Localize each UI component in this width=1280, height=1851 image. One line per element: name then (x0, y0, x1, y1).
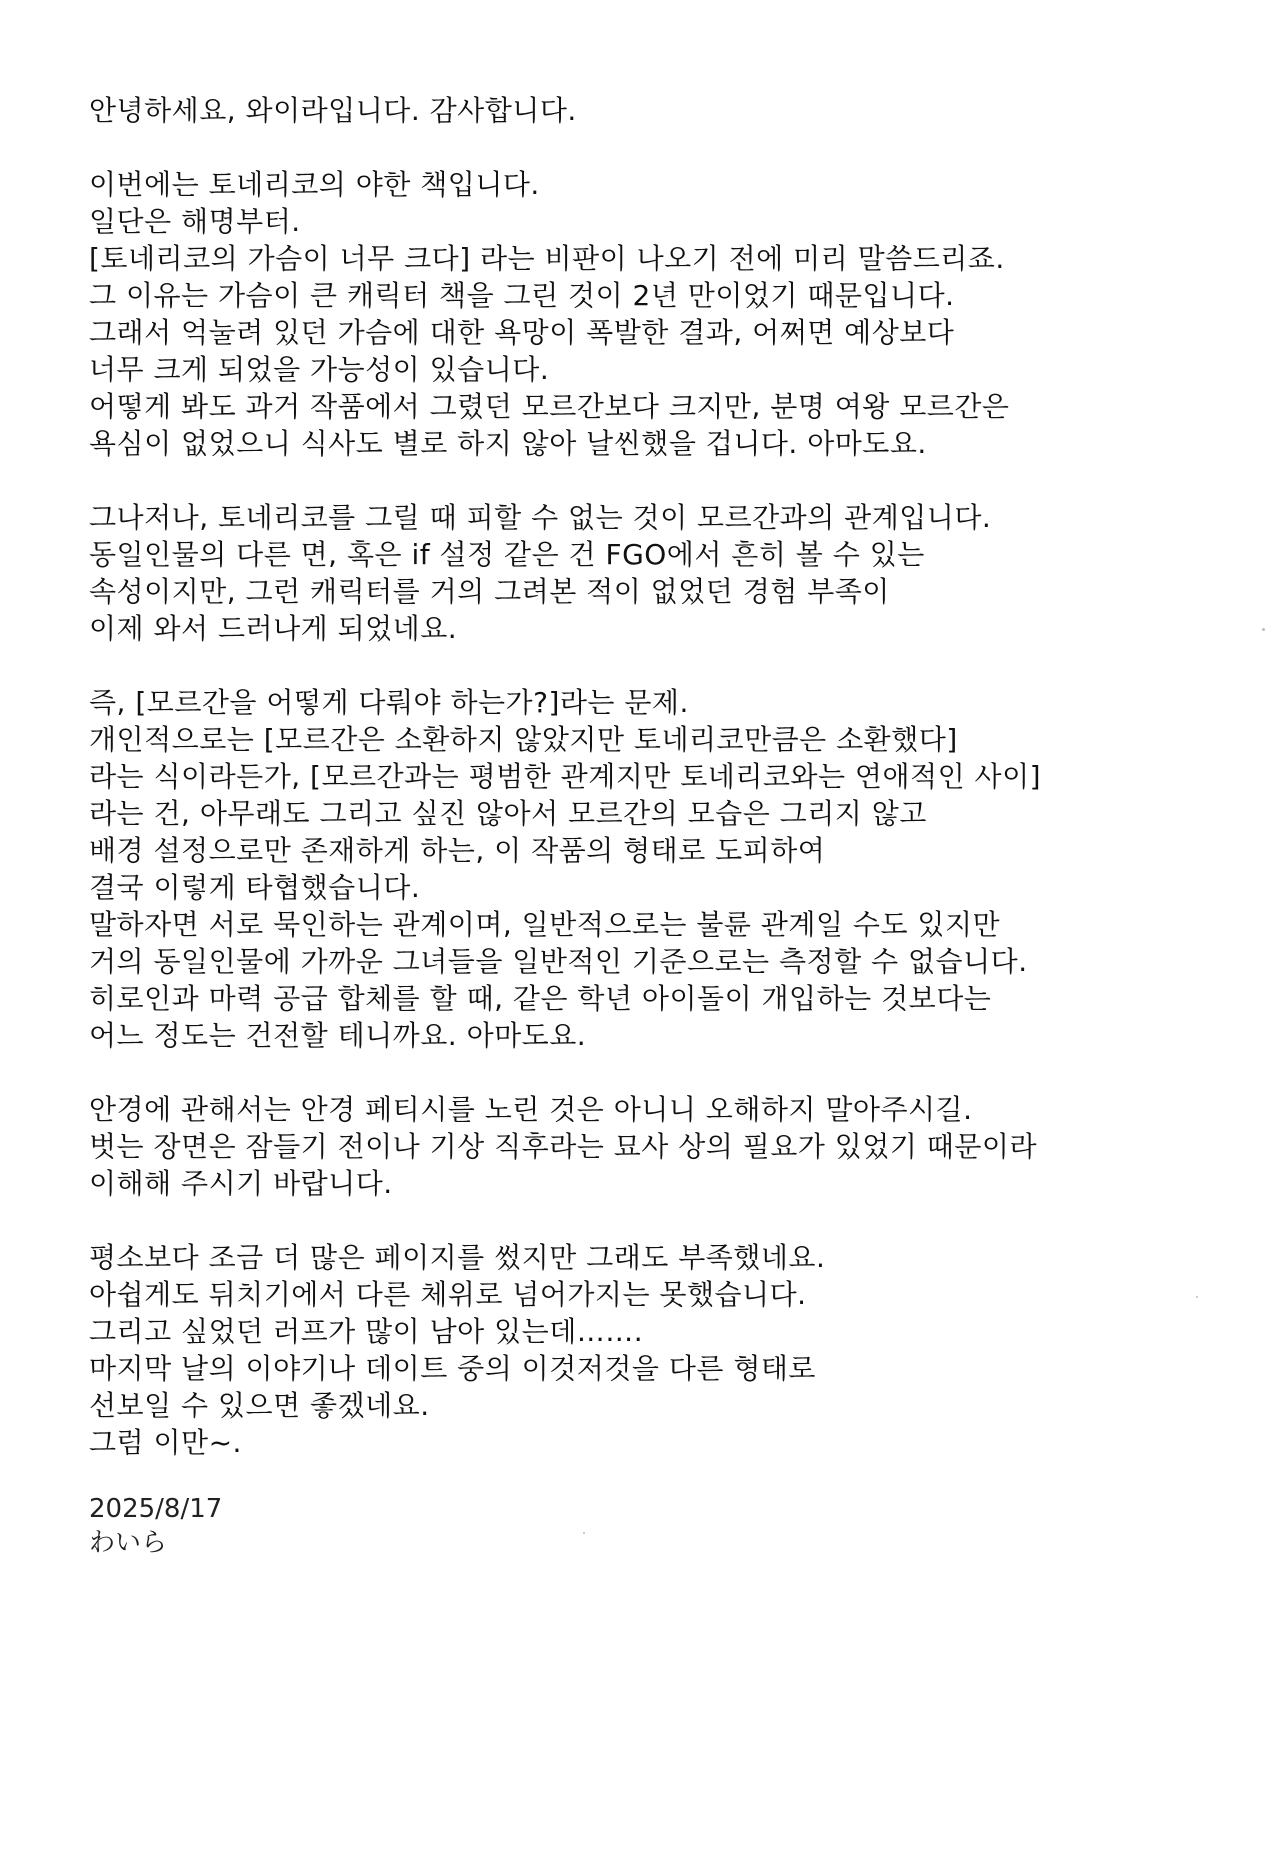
text-line: 욕심이 없었으니 식사도 별로 하지 않아 날씬했을 겁니다. 아마도요. (89, 427, 927, 460)
paragraph (89, 92, 1209, 129)
signature-block (89, 1492, 222, 1560)
scan-speck (1262, 628, 1265, 631)
text-line: 일단은 해명부터. (89, 205, 301, 238)
signature-name: わいら (89, 1528, 168, 1558)
text-line: 거의 동일인물에 가까운 그녀들을 일반적인 기준으로는 측정할 수 없습니다. (89, 945, 1028, 978)
text-line: 벗는 장면은 잠들기 전이나 기상 직후라는 묘사 상의 필요가 있었기 때문이라 (89, 1130, 1037, 1163)
text-line: 그리고 싶었던 러프가 많이 남아 있는데……. (89, 1315, 644, 1348)
text-line: 평소보다 조금 더 많은 페이지를 썼지만 그래도 부족했네요. (89, 1241, 826, 1274)
text-line: 그래서 억눌려 있던 가슴에 대한 욕망이 폭발한 결과, 어쩌면 예상보다 (89, 316, 955, 349)
text-line: 라는 건, 아무래도 그리고 싶진 않아서 모르간의 모습은 그리지 않고 (89, 797, 927, 830)
text-line: 아쉽게도 뒤치기에서 다른 체위로 넘어가지는 못했습니다. (89, 1278, 807, 1311)
text-line: 결국 이렇게 타협했습니다. (89, 871, 421, 904)
text-line: 마지막 날의 이야기나 데이트 중의 이것저것을 다른 형태로 (89, 1352, 816, 1385)
text-line: 이번에는 토네리코의 야한 책입니다. (89, 168, 540, 201)
text-line: 라는 식이라든가, [모르간과는 평범한 관계지만 토네리코와는 연애적인 사이] (89, 760, 1042, 793)
text-line: 선보일 수 있으면 좋겠네요. (89, 1389, 430, 1422)
paragraph (89, 166, 1209, 462)
afterword-text (89, 92, 1209, 1498)
text-line: 히로인과 마력 공급 합체를 할 때, 같은 학년 아이돌이 개입하는 것보다는 (89, 982, 992, 1015)
text-line: 그나저나, 토네리코를 그릴 때 피할 수 없는 것이 모르간과의 관계입니다. (89, 501, 992, 534)
paragraph (89, 1239, 1209, 1461)
text-line: 너무 크게 되었을 가능성이 있습니다. (89, 353, 550, 386)
text-line: [토네리코의 가슴이 너무 크다] 라는 비판이 나오기 전에 미리 말씀드리죠. (89, 242, 1005, 275)
scan-speck (1196, 1296, 1198, 1298)
text-line: 배경 설정으로만 존재하게 하는, 이 작품의 형태로 도피하여 (89, 834, 826, 867)
text-line: 이제 와서 드러나게 되었네요. (89, 612, 458, 645)
paragraph (89, 499, 1209, 647)
text-line: 그럼 이만~. (89, 1426, 242, 1459)
signature-date: 2025/8/17 (89, 1494, 223, 1524)
text-line: 안녕하세요, 와이라입니다. 감사합니다. (89, 94, 577, 127)
paragraph (89, 1091, 1209, 1202)
text-line: 말하자면 서로 묵인하는 관계이며, 일반적으로는 불륜 관계일 수도 있지만 (89, 908, 1001, 941)
text-line: 어떻게 봐도 과거 작품에서 그렸던 모르간보다 크지만, 분명 여왕 모르간은 (89, 390, 1010, 423)
paragraph (89, 684, 1209, 1054)
text-line: 즉, [모르간을 어떻게 다뤄야 하는가?]라는 문제. (89, 686, 689, 719)
text-line: 개인적으로는 [모르간은 소환하지 않았지만 토네리코만큼은 소환했다] (89, 723, 958, 756)
scan-speck (583, 1532, 585, 1534)
text-line: 어느 정도는 건전할 테니까요. 아마도요. (89, 1019, 587, 1052)
text-line: 속성이지만, 그런 캐릭터를 거의 그려본 적이 없었던 경험 부족이 (89, 575, 890, 608)
text-line: 이해해 주시기 바랍니다. (89, 1167, 393, 1200)
text-line: 동일인물의 다른 면, 혹은 if 설정 같은 건 FGO에서 흔히 볼 수 있는 (89, 538, 925, 571)
text-line: 그 이유는 가슴이 큰 캐릭터 책을 그린 것이 2년 만이었기 때문입니다. (89, 279, 955, 312)
text-line: 안경에 관해서는 안경 페티시를 노린 것은 아니니 오해하지 말아주시길. (89, 1093, 973, 1126)
